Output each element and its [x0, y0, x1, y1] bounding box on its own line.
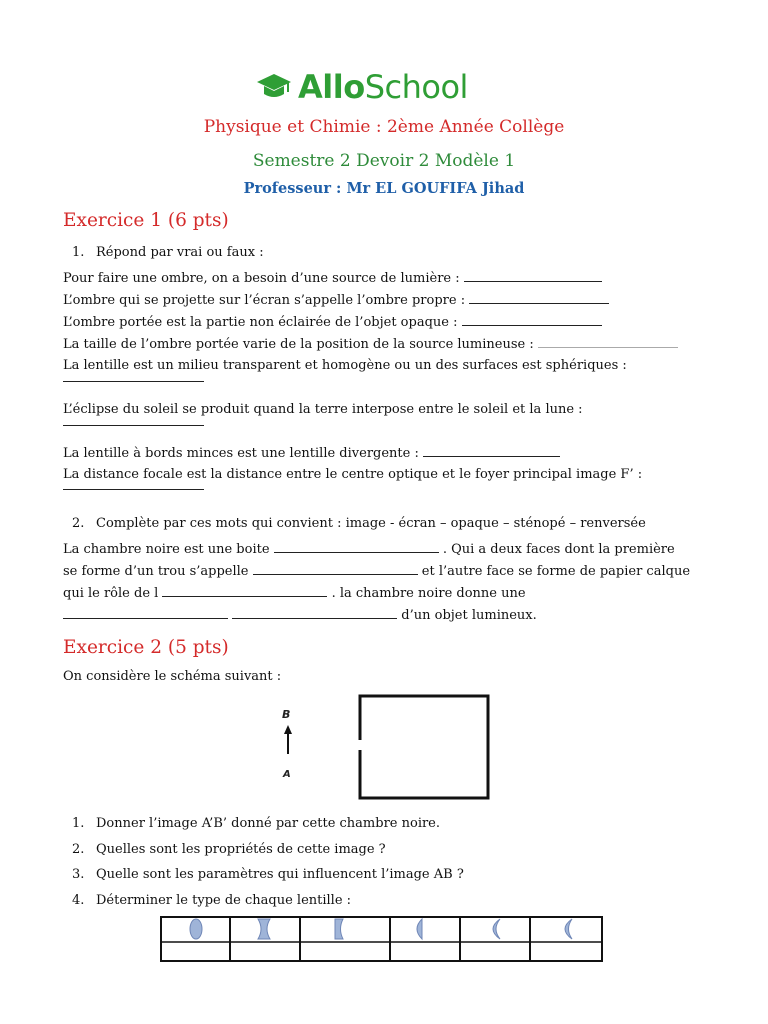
ex2-question-1-text: Donner l’image A’B’ donné par cette chambre noire. — [96, 816, 441, 831]
answer-blank[interactable] — [63, 381, 204, 382]
question-1-number: 1. — [72, 245, 85, 260]
exercise-1-heading: Exercice 1 (6 pts) — [63, 210, 229, 231]
graduation-cap-icon — [256, 72, 292, 102]
statement-3 — [63, 314, 602, 331]
plano-convex-lens-icon — [417, 919, 422, 939]
ex2-question-4-number: 4. — [72, 893, 85, 908]
statement-text: Pour faire une ombre, on a besoin d’une source de lumière : — [63, 271, 460, 286]
question-2-number: 2. — [72, 516, 85, 531]
fill-blank[interactable] — [162, 585, 327, 597]
fill-text: se forme d’un trou s’appelle — [63, 564, 249, 579]
exercise-2-heading: Exercice 2 (5 pts) — [63, 637, 229, 658]
fill-line-2 — [63, 563, 690, 580]
fill-line-1 — [63, 541, 675, 558]
answer-blank[interactable] — [464, 270, 602, 282]
fill-line-4 — [63, 607, 537, 624]
answer-blank[interactable] — [538, 336, 678, 348]
point-a-label: A — [283, 769, 291, 780]
fill-blank[interactable] — [232, 607, 397, 619]
brand-bold: Allo — [298, 68, 365, 106]
biconvex-lens-icon — [190, 919, 202, 939]
statement-text: La taille de l’ombre portée varie de la position de la source lumineuse : — [63, 337, 534, 352]
lens-table-svg — [160, 916, 604, 964]
statement-1 — [63, 270, 602, 287]
fill-line-3 — [63, 585, 526, 602]
camera-obscura-diagram — [276, 690, 512, 808]
fill-blank[interactable] — [274, 541, 439, 553]
camera-obscura-svg — [276, 690, 512, 808]
answer-blank[interactable] — [469, 292, 609, 304]
answer-blank[interactable] — [63, 425, 204, 426]
brand-light: School — [364, 68, 468, 106]
statement-text: L’ombre portée est la partie non éclairée de l’objet opaque : — [63, 315, 458, 330]
crescent-meniscus-icon — [493, 919, 500, 939]
ex2-question-1-number: 1. — [72, 816, 85, 831]
fill-text: et l’autre face se forme de papier calque — [421, 564, 691, 579]
teacher-name: Professeur : Mr EL GOUFIFA Jihad — [243, 180, 525, 197]
answer-blank[interactable] — [423, 445, 560, 457]
statement-6: L’éclipse du soleil se produit quand la terre interpose entre le soleil et la lune : — [63, 402, 583, 417]
concave-meniscus-icon — [335, 919, 343, 939]
fill-text: . Qui a deux faces dont la première — [442, 542, 675, 557]
fill-blank[interactable] — [253, 563, 418, 575]
dark-box-outline — [360, 696, 488, 798]
ex2-question-2-number: 2. — [72, 842, 85, 857]
ex2-question-3-number: 3. — [72, 867, 85, 882]
statement-2 — [63, 292, 609, 309]
document-title: Physique et Chimie : 2ème Année Collège — [203, 117, 565, 137]
fill-blank[interactable] — [63, 607, 228, 619]
ex2-question-2-text: Quelles sont les propriétés de cette image ? — [96, 842, 386, 857]
biconcave-lens-icon — [258, 919, 270, 939]
answer-blank[interactable] — [462, 314, 602, 326]
statement-5: La lentille est un milieu transparent et homogène ou un des surfaces est sphériques : — [63, 358, 627, 373]
ex2-question-3-text: Quelle sont les paramètres qui influencent l’image AB ? — [96, 867, 464, 882]
lens-table — [160, 916, 604, 964]
point-b-label: B — [282, 708, 291, 721]
convex-meniscus-icon — [565, 919, 572, 939]
answer-blank[interactable] — [63, 489, 204, 490]
question-1-text: Répond par vrai ou faux : — [96, 245, 264, 260]
fill-text: La chambre noire est une boite — [63, 542, 270, 557]
object-arrow-head — [284, 725, 292, 734]
statement-text: La lentille à bords minces est une lentille divergente : — [63, 446, 419, 461]
fill-text: qui le rôle de l — [63, 586, 159, 601]
statement-7 — [63, 445, 560, 462]
statement-8: La distance focale est la distance entre le centre optique et le foyer principal image F’ : — [63, 467, 643, 482]
alloschool-logo — [256, 64, 468, 110]
exercise-2-intro: On considère le schéma suivant : — [63, 669, 282, 684]
fill-text: d’un objet lumineux. — [401, 608, 537, 623]
question-2-text: Complète par ces mots qui convient : image - écran – opaque – sténopé – renversée — [96, 516, 646, 531]
statement-text: L’ombre qui se projette sur l’écran s’appelle l’ombre propre : — [63, 293, 466, 308]
fill-text: . la chambre noire donne une — [331, 586, 526, 601]
ex2-question-4-text: Déterminer le type de chaque lentille : — [96, 893, 352, 908]
statement-4 — [63, 336, 678, 353]
document-subtitle: Semestre 2 Devoir 2 Modèle 1 — [252, 151, 516, 171]
